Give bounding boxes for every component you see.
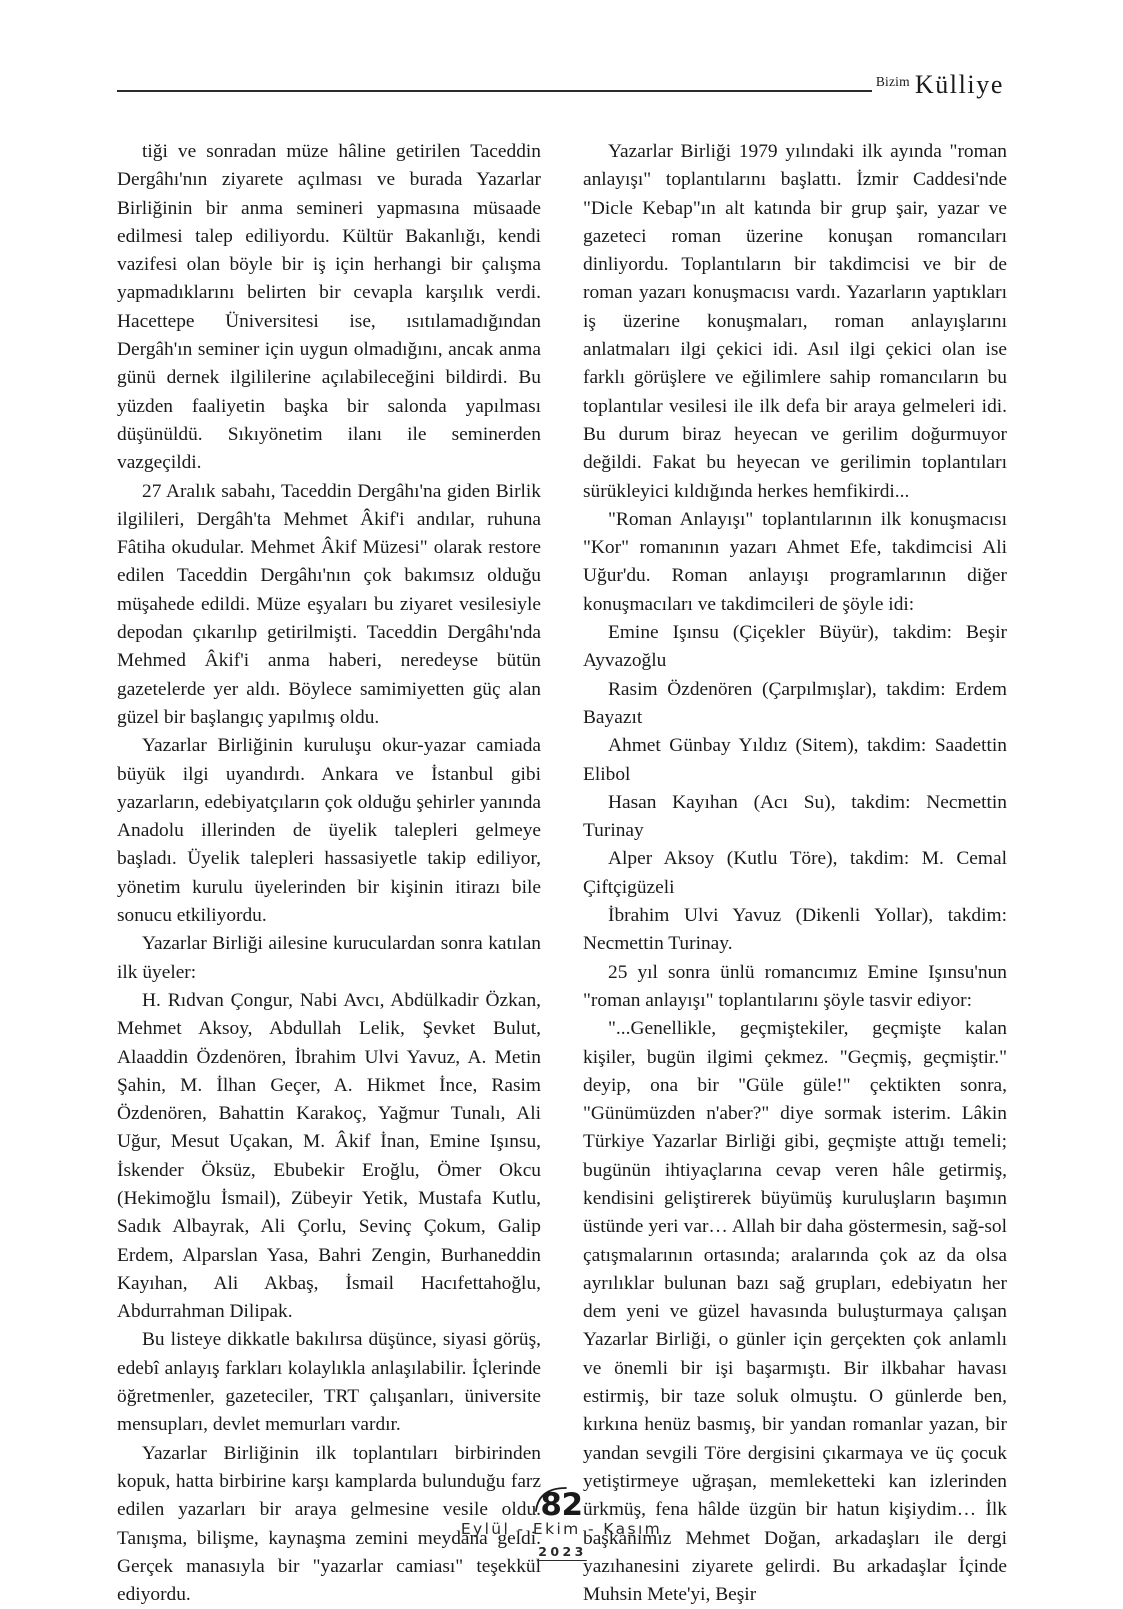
page-footer — [0, 1486, 1123, 1576]
paragraph: Bu listeye dikkatle bakılırsa düşünce, siyasi görüş, edebî anlayış farkları kolaylıkla anlaşılabilir. İçlerinde öğretmenler, gazeteciler, TRT çalışanları, üniversite mensupları, devlet memurları vardır. — [117, 1329, 541, 1436]
page-number: 82 — [540, 1487, 583, 1523]
paragraph: H. Rıdvan Çongur, Nabi Avcı, Abdülkadir Özkan, Mehmet Aksoy, Abdullah Lelik, Şevket Bulut, Alaaddin Özdenören, İbrahim Ulvi Yavuz, A. Metin Şahin, M. İlhan Geçer, A. Hikmet İnce, Rasim Özdenören, Bahattin Karakoç, Yağmur Tunalı, Ali Uğur, Mesut Uçakan, M. Âkif İnan, Emine Işınsu, İskender Öksüz, Ebubekir Eroğlu, Ömer Okcu (Hekimoğlu İsmail), Zübeyir Yetik, Mustafa Kutlu, Sadık Albayrak, Ali Çorlu, Sevinç Çokum, Galip Erdem, Alparslan Yasa, Bahri Zengin, Burhaneddin Kayıhan, Ali Akbaş, İsmail Hacıfettahoğlu, Abdurrahman Dilipak. — [117, 989, 541, 1323]
running-head — [117, 58, 1005, 98]
paragraph: Yazarlar Birliğinin ilk toplantıları birbirinden kopuk, hatta birbirine karşı kamplarda bulunduğu farz edilen yazarları bir araya gelmesine vesile oldu. Tanışma, bilişme, kaynaşma zemini meydana geldi. Gerçek manasıyla bir "yazarlar camiası" teşekkül ediyordu. — [117, 1442, 541, 1606]
issue-months: Eylül - Ekim - Kasım — [460, 1520, 663, 1538]
journal-title-small: Bizim — [876, 75, 913, 89]
paragraph: Ahmet Günbay Yıldız (Sitem), takdim: Saadettin Elibol — [583, 735, 1007, 785]
paragraph: Alper Aksoy (Kutlu Töre), takdim: M. Cemal Çiftçigüzeli — [583, 848, 1007, 898]
paragraph: 27 Aralık sabahı, Taceddin Dergâhı'na giden Birlik ilgilileri, Dergâh'ta Mehmet Âkif'i andılar, ruhuna Fâtiha okudular. Mehmet Âkif Müzesi" olarak restore edilen Taceddin Dergâhı'nın çok bakımsız olduğu müşahede edildi. Müze eşyaları bu ziyaret vesilesiyle depodan çıkarılıp getirilmişti. Taceddin Dergâhı'nda Mehmed Âkif'i anma haberi, neredeyse bütün gazetelerde yer aldı. Böylece samimiyetten güç alan güzel bir başlangıç yapılmış oldu. — [117, 480, 541, 728]
paragraph: Yazarlar Birliği 1979 yılındaki ilk ayında "roman anlayışı" toplantılarını başlattı. İzmir Caddesi'nde "Dicle Kebap"ın alt katında bir grup şair, yazar ve gazeteci roman üzerine konuşan romancıları dinliyordu. Toplantıların bir takdimcisi ve bir de roman yazarı konuşmacısı vardı. Yazarların yaptıkları iş üzerine konuşmaları, roman anlayışlarını anlatmaları ilgi çekici idi. Asıl ilgi çekici olan ise farklı görüşlere ve eğilimlere sahip romancıların bu toplantılar vesilesi ile ilk defa bir araya gelmeleri idi. Bu durum biraz heyecan ve gerilim doğurmuyor değildi. Fakat bu heyecan ve gerilimin toplantıları sürükleyici kıldığında herkes hemfikirdi... — [583, 141, 1007, 502]
folio — [412, 1486, 712, 1576]
paragraph: 25 yıl sonra ünlü romancımız Emine Işınsu'nun "roman anlayışı" toplantılarını şöyle tasvir ediyor: — [583, 961, 1007, 1011]
paragraph: İbrahim Ulvi Yavuz (Dikenli Yollar), takdim: Necmettin Turinay. — [583, 905, 1007, 955]
paragraph: Hasan Kayıhan (Acı Su), takdim: Necmettin Turinay — [583, 791, 1007, 842]
paragraph: "...Genellikle, geçmiştekiler, geçmişte kalan kişiler, bugün ilgimi çekmez. "Geçmiş, geçmiştir." deyip, ona bir "Güle güle!" çektikten sonra, "Günümüzden n'aber?" diye sormak isterim. Lâkin Türkiye Yazarlar Birliği gibi, geçmişte attığı temeli; bugünün ihtiyaçlarına cevap veren hâle getirmiş, kendisini geliştirerek büyümüş kuruluşların başımın üstünde yeri var… Allah bir daha göstermesin, sağ-sol çatışmalarının ortasında; aralarında çok az da olsa ayrılıklar bulunan bazı sağ grupları, edebiyatın her dem yeni ve güzel havasında buluşturmaya çalışan Yazarlar Birliği, o günler için gerçekten çok anlamlı ve önemli bir işi başarmıştı. Bir ilkbahar havası estirmiş, bir taze soluk olmuştu. O günlerde ben, kırkına henüz basmış, bir yandan romanlar yazan, bir yandan sevgili Töre dergisini çıkarmaya ve üç çocuk yetiştirmeye uğraşan, memleketteki kan izlerinden ürkmüş, fena hâlde üzgün bir hatun kişiydim… İlk başkanımız Mehmet Doğan, arkadaşları ile dergi yazıhanesini ziyarete gelirdi. Bu arkadaşlar İçinde Muhsin Mete'yi, Beşir — [583, 1018, 1007, 1606]
paragraph: "Roman Anlayışı" toplantılarının ilk konuşmacısı "Kor" romanının yazarı Ahmet Efe, takdimcisi Ali Uğur'du. Roman anlayışı programlarının diğer konuşmacıları ve takdimcileri de şöyle idi: — [583, 508, 1007, 615]
paragraph: Yazarlar Birliği ailesine kuruculardan sonra katılan ilk üyeler: — [117, 933, 541, 983]
column-left — [117, 138, 541, 1606]
column-right — [583, 138, 1007, 1606]
journal-title — [872, 72, 1005, 98]
journal-title-large: Külliye — [914, 70, 1004, 99]
issue-year: 2023 — [538, 1544, 587, 1559]
paragraph: Rasim Özdenören (Çarpılmışlar), takdim: Erdem Bayazıt — [583, 678, 1007, 728]
paragraph: Emine Işınsu (Çiçekler Büyür), takdim: Beşir Ayvazoğlu — [583, 622, 1007, 672]
paragraph: tiği ve sonradan müze hâline getirilen Taceddin Dergâhı'nın ziyarete açılması ve burada Yazarlar Birliğinin bir anma semineri yapmasına müsaade edilmesi talep ediliyordu. Kültür Bakanlığı, kendi vazifesi olan böyle bir iş için herhangi bir çalışma yapmadıklarını belirten bir cevapla karşılık verdi. Hacettepe Üniversitesi ise, ısıtılamadığından Dergâh'ın seminer için uygun olmadığını, ancak anma günü dernek ilgililerine açılabileceğini bildirdi. Bu yüzden faaliyetin başka bir salonda yapılması düşünüldü. Sıkıyönetim ilanı ile seminerden vazgeçildi. — [117, 141, 541, 474]
paragraph: Yazarlar Birliğinin kuruluşu okur-yazar camiada büyük ilgi uyandırdı. Ankara ve İstanbul gibi yazarların, edebiyatçıların çok olduğu şehirler yanında Anadolu illerinden de üyelik talepleri gelmeye başladı. Üyelik talepleri hassasiyetle takip ediliyor, yönetim kurulu üyelerinden bir kişinin itirazı bile sonucu etkiliyordu. — [117, 735, 541, 927]
